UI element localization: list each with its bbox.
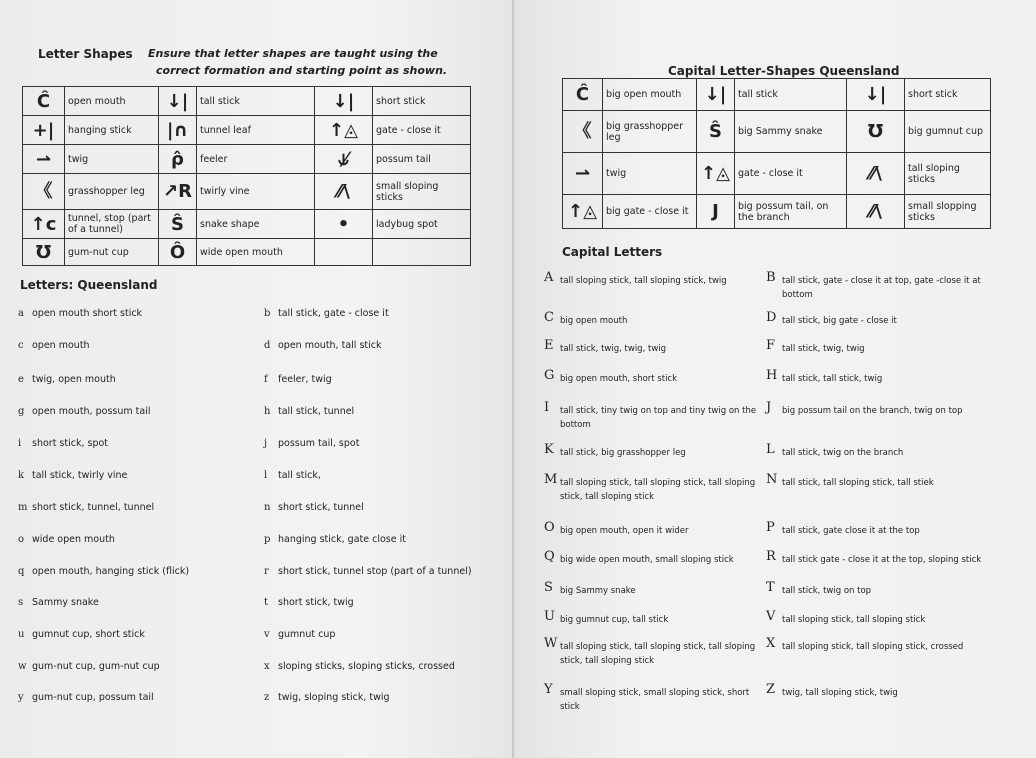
left-page <box>0 0 512 758</box>
capital-key: K <box>544 442 554 457</box>
letter-strokes: open mouth, tall stick <box>278 340 382 351</box>
shape-name <box>373 239 471 266</box>
capital-key: Y <box>544 682 553 697</box>
shape-row <box>563 195 991 229</box>
letter-entry <box>264 629 335 640</box>
shape-glyph-icon: ↑◬ <box>563 195 603 229</box>
shape-name: tall stick <box>197 87 315 116</box>
shape-glyph-icon: ↓| <box>315 87 373 116</box>
capital-key: P <box>766 520 775 535</box>
capital-key: H <box>766 368 778 383</box>
capital-strokes: tall sloping stick, tall sloping stick, crossed <box>782 642 964 652</box>
letter-strokes: twig, sloping stick, twig <box>278 692 390 703</box>
shape-name: short stick <box>905 79 991 111</box>
letter-strokes: hanging stick, gate close it <box>278 534 406 545</box>
shape-glyph-icon: Ĉ <box>23 87 65 116</box>
shape-glyph-icon: ↑◬ <box>315 116 373 145</box>
shape-glyph-icon: +| <box>23 116 65 145</box>
shape-name: twig <box>603 153 697 195</box>
letter-strokes: gum-nut cup, gum-nut cup <box>32 661 160 672</box>
letter-entry <box>18 470 127 481</box>
letter-shapes-table <box>22 86 471 266</box>
shape-name: gate - close it <box>735 153 847 195</box>
capital-strokes: big gumnut cup, tall stick <box>560 615 669 625</box>
capital-strokes: tall stick, tall sloping stick, tall stiek <box>782 478 934 488</box>
shape-name: tall sloping sticks <box>905 153 991 195</box>
shape-glyph-icon: ⁄⁄\ <box>315 174 373 210</box>
capital-strokes: tall sloping stick, tall sloping stick, twig <box>560 276 727 286</box>
shape-name: big grasshopper leg <box>603 111 697 153</box>
shape-glyph-icon <box>315 239 373 266</box>
capital-key: S <box>544 580 553 595</box>
shape-name: grasshopper leg <box>65 174 159 210</box>
capital-key: V <box>766 609 776 624</box>
shape-row <box>23 210 471 239</box>
shape-row <box>23 239 471 266</box>
letter-strokes: twig, open mouth <box>32 374 116 385</box>
capital-key: I <box>544 400 550 415</box>
letter-strokes: short stick, tunnel stop (part of a tunnel) <box>278 566 472 577</box>
capital-key: X <box>766 636 776 651</box>
letter-strokes: Sammy snake <box>32 597 99 608</box>
shape-glyph-icon: Ĉ <box>563 79 603 111</box>
capital-strokes: tall stick, big gate - close it <box>782 316 897 326</box>
letter-entry <box>18 406 150 417</box>
shape-name: wide open mouth <box>197 239 315 266</box>
capital-key: W <box>544 636 558 651</box>
letter-strokes: gumnut cup, short stick <box>32 629 145 640</box>
capital-key: J <box>766 400 772 415</box>
letter-key: k <box>18 470 25 481</box>
shape-row <box>563 153 991 195</box>
letter-strokes: tall stick, <box>278 470 321 481</box>
shape-glyph-icon: ⁄⁄\ <box>847 195 905 229</box>
letter-key: m <box>18 502 28 513</box>
shape-name: big possum tail, on the branch <box>735 195 847 229</box>
letter-key: y <box>18 692 24 703</box>
letter-key: d <box>264 340 271 351</box>
letter-entry <box>18 597 99 608</box>
capital-key: D <box>766 310 777 325</box>
letters-queensland-title: Letters: Queensland <box>20 278 158 292</box>
right-page <box>514 0 1036 758</box>
capital-key: C <box>544 310 554 325</box>
capital-shapes-title: Capital Letter-Shapes Queensland <box>668 64 900 78</box>
shape-name: big Sammy snake <box>735 111 847 153</box>
shape-glyph-icon: ↗R <box>159 174 197 210</box>
shape-glyph-icon: ⇀ <box>23 145 65 174</box>
letter-shapes-title: Letter Shapes <box>38 47 133 61</box>
letter-entry <box>264 692 390 703</box>
letter-strokes: gumnut cup <box>278 629 336 640</box>
capital-strokes: big open mouth <box>560 316 628 326</box>
shape-row <box>23 145 471 174</box>
capital-key: U <box>544 609 555 624</box>
shape-glyph-icon: Ʊ <box>23 239 65 266</box>
shape-glyph-icon: 《 <box>563 111 603 153</box>
capital-strokes: twig, tall sloping stick, twig <box>782 688 898 698</box>
shape-glyph-icon: Ô <box>159 239 197 266</box>
letter-key: p <box>264 534 271 545</box>
capital-strokes: big open mouth, short stick <box>560 374 678 384</box>
shape-glyph-icon: Ŝ <box>159 210 197 239</box>
shape-glyph-icon: ρ̂ <box>159 145 197 174</box>
capital-strokes: tall stick, twig, twig <box>782 344 865 354</box>
letter-entry <box>18 340 90 351</box>
capital-key: R <box>766 549 776 564</box>
capital-strokes: tall stick, gate close it at the top <box>782 526 920 536</box>
shape-glyph-icon: J <box>697 195 735 229</box>
capital-key: L <box>766 442 775 457</box>
capital-key: B <box>766 270 776 285</box>
letter-key: g <box>18 406 25 417</box>
letter-entry <box>264 374 332 385</box>
letter-strokes: feeler, twig <box>278 374 332 385</box>
capital-strokes: tall stick, twig, twig, twig <box>560 344 667 354</box>
capital-strokes: tall stick, tiny twig on top and tiny twig on the bottom <box>560 406 757 430</box>
letter-entry <box>264 502 364 513</box>
shape-name: small sloping sticks <box>373 174 471 210</box>
letter-strokes: tall stick, tunnel <box>278 406 355 417</box>
shape-name: hanging stick <box>65 116 159 145</box>
shape-name: big open mouth <box>603 79 697 111</box>
shape-row <box>23 87 471 116</box>
letter-strokes: open mouth, hanging stick (flick) <box>32 566 190 577</box>
letter-entry <box>264 438 359 449</box>
shape-name: big gate - close it <box>603 195 697 229</box>
shape-name: twig <box>65 145 159 174</box>
shape-glyph-icon: ↓| <box>697 79 735 111</box>
letter-key: t <box>264 597 269 608</box>
letter-entry <box>264 406 354 417</box>
capital-strokes: tall stick, big grasshopper leg <box>560 448 686 458</box>
letter-key: s <box>18 597 24 608</box>
letter-strokes: possum tail, spot <box>278 438 360 449</box>
letter-entry <box>264 661 455 672</box>
shape-glyph-icon: ↓| <box>159 87 197 116</box>
letter-key: b <box>264 308 271 319</box>
letter-strokes: tall stick, twirly vine <box>32 470 128 481</box>
capital-key: G <box>544 368 555 383</box>
instruction-line-2: correct formation and starting point as shown. <box>156 64 448 77</box>
letter-key: o <box>18 534 25 545</box>
letter-key: i <box>18 438 22 449</box>
shape-glyph-icon: ↑◬ <box>697 153 735 195</box>
capital-strokes: tall stick gate - close it at the top, sloping stick <box>782 555 982 565</box>
letter-entry <box>18 502 154 513</box>
letter-key: e <box>18 374 24 385</box>
shape-glyph-icon: ↓| <box>847 79 905 111</box>
letter-entry <box>18 629 145 640</box>
capital-strokes: tall stick, twig on top <box>782 586 872 596</box>
shape-name: tall stick <box>735 79 847 111</box>
capital-letters-title: Capital Letters <box>562 245 663 259</box>
shape-glyph-icon: • <box>315 210 373 239</box>
letter-strokes: open mouth short stick <box>32 308 143 319</box>
capital-strokes: big possum tail on the branch, twig on top <box>782 406 963 416</box>
letter-entry <box>264 340 381 351</box>
letter-key: v <box>264 629 270 640</box>
shape-name: gum-nut cup <box>65 239 159 266</box>
letter-entry <box>18 692 154 703</box>
shape-name: twirly vine <box>197 174 315 210</box>
letter-key: q <box>18 566 25 577</box>
letter-strokes: short stick, tunnel <box>278 502 364 513</box>
capital-strokes: big open mouth, open it wider <box>560 526 689 536</box>
letter-key: h <box>264 406 271 417</box>
shape-glyph-icon: 《 <box>23 174 65 210</box>
shape-name: open mouth <box>65 87 159 116</box>
shape-name: short stick <box>373 87 471 116</box>
shape-glyph-icon: Ʊ <box>847 111 905 153</box>
capital-strokes: tall stick, tall stick, twig <box>782 374 883 384</box>
capital-strokes: big Sammy snake <box>560 586 636 596</box>
shape-name: tunnel, stop (part of a tunnel) <box>65 210 159 239</box>
capital-key: Q <box>544 549 555 564</box>
letter-strokes: open mouth <box>32 340 90 351</box>
shape-glyph-icon: ⁄⁄\ <box>847 153 905 195</box>
capital-key: T <box>766 580 775 595</box>
capital-key: F <box>766 338 776 353</box>
letter-entry <box>18 374 116 385</box>
capital-key: O <box>544 520 555 535</box>
shape-glyph-icon: ⫝̸ <box>315 145 373 174</box>
letter-key: c <box>18 340 24 351</box>
capital-strokes: tall stick, twig on the branch <box>782 448 904 458</box>
shape-name: tunnel leaf <box>197 116 315 145</box>
letter-strokes: gum-nut cup, possum tail <box>32 692 154 703</box>
capital-strokes: tall sloping stick, tall sloping stick, tall sloping stick, tall sloping stick <box>560 642 756 666</box>
capital-key: Z <box>766 682 776 697</box>
shape-glyph-icon: ⇀ <box>563 153 603 195</box>
letter-entry <box>18 308 142 319</box>
letter-entry <box>264 470 321 481</box>
shape-name: feeler <box>197 145 315 174</box>
letter-entry <box>264 566 472 577</box>
shape-name: gate - close it <box>373 116 471 145</box>
letter-key: w <box>18 661 27 672</box>
letter-entry <box>264 597 354 608</box>
letter-strokes: tall stick, gate - close it <box>278 308 389 319</box>
capital-strokes: tall stick, gate - close it at top, gate -close it at bottom <box>782 276 981 300</box>
shape-name: snake shape <box>197 210 315 239</box>
letter-key: z <box>264 692 270 703</box>
letter-strokes: wide open mouth <box>32 534 115 545</box>
shape-name: ladybug spot <box>373 210 471 239</box>
letter-key: a <box>18 308 24 319</box>
shape-glyph-icon: Ŝ <box>697 111 735 153</box>
capital-strokes: small sloping stick, small sloping stick, short stick <box>560 688 750 712</box>
shape-glyph-icon: |∩ <box>159 116 197 145</box>
letter-key: r <box>264 566 269 577</box>
capital-strokes: tall sloping stick, tall sloping stick <box>782 615 926 625</box>
letter-entry <box>264 534 406 545</box>
shape-name: big gumnut cup <box>905 111 991 153</box>
letter-entry <box>18 438 108 449</box>
capital-key: M <box>544 472 558 487</box>
letter-entry <box>18 534 115 545</box>
capital-strokes: big wide open mouth, small sloping stick <box>560 555 734 565</box>
letter-entry <box>18 566 189 577</box>
shape-glyph-icon: ↑ϲ <box>23 210 65 239</box>
letter-strokes: sloping sticks, sloping sticks, crossed <box>278 661 455 672</box>
shape-name: possum tail <box>373 145 471 174</box>
letter-strokes: open mouth, possum tail <box>32 406 151 417</box>
letter-key: x <box>264 661 270 672</box>
letter-key: u <box>18 629 25 640</box>
letter-key: j <box>264 438 268 449</box>
letter-entry <box>18 661 160 672</box>
capital-shapes-table <box>562 78 991 229</box>
capital-strokes: tall sloping stick, tall sloping stick, tall sloping stick, tall sloping stick <box>560 478 756 502</box>
letter-key: f <box>264 374 268 385</box>
capital-key: A <box>544 270 554 285</box>
letter-key: n <box>264 502 271 513</box>
letter-strokes: short stick, spot <box>32 438 109 449</box>
letter-key: l <box>264 470 268 481</box>
letter-entry <box>264 308 389 319</box>
letter-strokes: short stick, twig <box>278 597 354 608</box>
capital-key: N <box>766 472 778 487</box>
shape-row <box>23 116 471 145</box>
shape-row <box>23 174 471 210</box>
letter-strokes: short stick, tunnel, tunnel <box>32 502 155 513</box>
shape-row <box>563 79 991 111</box>
shape-row <box>563 111 991 153</box>
instruction-line-1: Ensure that letter shapes are taught using the <box>148 47 438 60</box>
capital-key: E <box>544 338 554 353</box>
shape-name: small slopping sticks <box>905 195 991 229</box>
